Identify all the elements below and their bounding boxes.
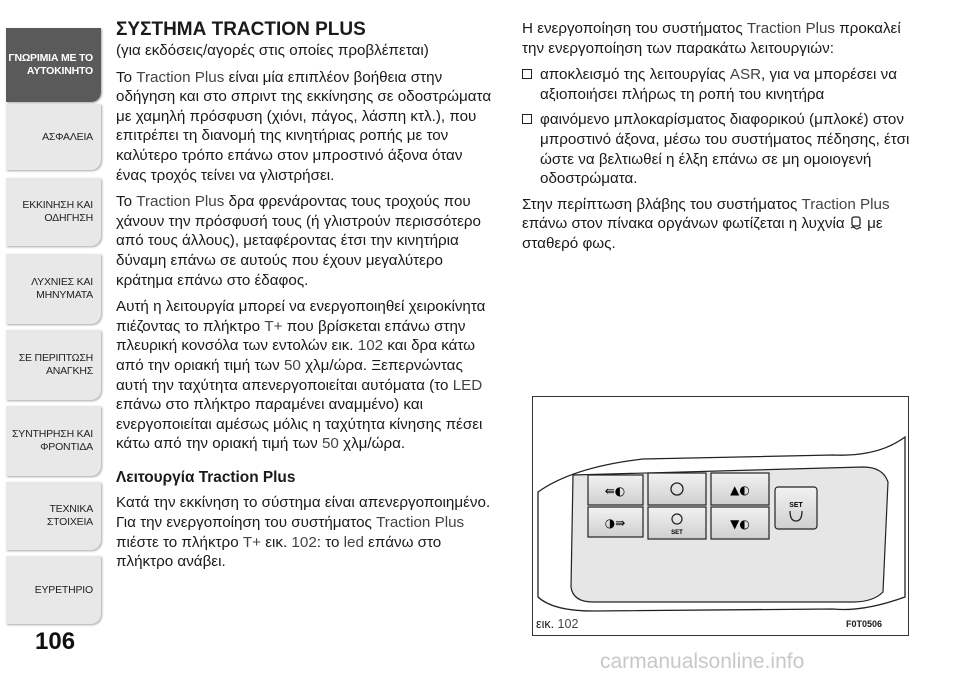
- section-subtitle: (για εκδόσεις/αγορές στις οποίες προβλέπεται): [116, 42, 429, 59]
- list-item: φαινόμενο μπλοκαρίσματος διαφορικού (μπλοκέ) στον μπροστινό άξονα, μέσω του συστήματος πέδησης, έτσι ώστε να βελτιωθεί η έλξη επάνω σε μη ομοιογενή οδοστρώματα.: [522, 110, 910, 188]
- tab-label: ΣΥΝΤΗΡΗΣΗ ΚΑΙ: [12, 428, 93, 440]
- paragraph: Η ενεργοποίηση του συστήματος Traction Plus προκαλεί την ενεργοποίηση των παρακάτω λειτουργιών:: [522, 20, 901, 57]
- svg-text:⇚◐: ⇚◐: [604, 484, 626, 498]
- traction-warning-lamp-icon: [849, 216, 863, 230]
- right-column: [522, 19, 910, 261]
- paragraph: Το Traction Plus είναι μία επιπλέον βοήθεια στην οδήγηση και στο σπριντ της εκκίνησης σε οδοστρώματα με χαμηλή πρόσφυση (χιόνι, πάγος, λάσπη κτλ.), που επιτρέπει τη διανομή της κινητήριας ροπής με τον καλύτερο τρόπο επάνω στον μπροστινό άξονα όταν ένας τροχός τείνει να γλιστρήσει.: [116, 68, 492, 184]
- tab-label: ΛΥΧΝΙΕΣ ΚΑΙ: [31, 276, 93, 288]
- tab-label: ΓΝΩΡΙΜΙΑ ΜΕ ΤΟ: [8, 52, 93, 64]
- tab-label: ΑΣΦΑΛΕΙΑ: [42, 130, 93, 143]
- set-button[interactable]: [775, 487, 817, 529]
- tab-maintenance[interactable]: [6, 406, 101, 476]
- svg-text:▼◐: ▼◐: [730, 517, 750, 531]
- checkbox-bullet-icon: [522, 114, 532, 124]
- figure-code: F0T0506: [846, 619, 883, 629]
- checkbox-bullet-icon: [522, 69, 532, 79]
- headlight-up-button[interactable]: [711, 473, 769, 505]
- headlight-down-button[interactable]: [711, 507, 769, 539]
- svg-text:◑⇛: ◑⇛: [604, 516, 626, 530]
- subheading: Λειτουργία Traction Plus: [116, 468, 296, 486]
- tab-label: ΕΥΡΕΤΗΡΙΟ: [34, 583, 93, 596]
- tab-technical-data[interactable]: [6, 482, 101, 550]
- paragraph: Το Traction Plus δρα φρενάροντας τους τροχούς που χάνουν την πρόσφυσή τους (ή γλιστρούν περισσότερο από τους άλλους), μεταφέροντας έτσι την κινητήρια δύναμη επάνω σε αυτούς που έχουν μεγαλύτερο κράτημα επάνω στο έδαφος.: [116, 193, 481, 289]
- tab-getting-to-know-car[interactable]: [6, 28, 101, 102]
- tab-label: ΤΕΧΝΙΚΑ ΣΤΟΙΧΕΙΑ: [46, 503, 93, 528]
- tab-safety[interactable]: [6, 104, 101, 170]
- figure-caption: εικ. 102: [536, 617, 579, 631]
- figure-102: [532, 396, 909, 636]
- tab-label: ΑΝΑΓΚΗΣ: [45, 365, 93, 377]
- tab-starting-driving[interactable]: [6, 178, 101, 246]
- tab-index[interactable]: [6, 556, 101, 624]
- tab-warning-lights[interactable]: [6, 254, 101, 324]
- chapter-sidebar: [0, 0, 103, 678]
- tab-label: ΣΕ ΠΕΡΙΠΤΩΣΗ: [18, 352, 93, 364]
- section-title: ΣΥΣΤΗΜΑ TRACTION PLUS: [116, 19, 366, 40]
- tab-label: ΜΗΝΥΜΑΤΑ: [36, 289, 93, 301]
- tab-label: ΟΔΗΓΗΣΗ: [44, 212, 93, 224]
- paragraph: Αυτή η λειτουργία μπορεί να ενεργοποιηθεί χειροκίνητα πιέζοντας το πλήκτρο T+ που βρίσκεται επάνω στην πλευρική κονσόλα των εντολών εικ. 102 και δρα κάτω από την οριακή τιμή των 50 χλμ/ώρα. Ξεπερνώντας αυτή την ταχύτητα απενεργοποιείται αυτόματα (το LED επάνω στο πλήκτρο παραμένει αναμμένο) και ενεργοποιείται αμέσως μόλις η ταχύτητα κίνησης πέσει κάτω από την οριακή τιμή των 50 χλμ/ώρα.: [116, 298, 486, 453]
- set-label: SET: [789, 502, 803, 509]
- tab-label: ΕΚΚΙΝΗΣΗ ΚΑΙ: [22, 199, 93, 211]
- left-column: [116, 19, 496, 579]
- switch-panel-illustration: [533, 397, 908, 635]
- tab-label: ΦΡΟΝΤΙΔΑ: [40, 441, 93, 453]
- tab-label: ΑΥΤΟΚΙΝΗΤΟ: [26, 65, 93, 77]
- traction-plus-button[interactable]: [648, 473, 706, 505]
- traction-set-button[interactable]: [648, 507, 706, 539]
- page-number: 106: [35, 628, 76, 655]
- paragraph: Κατά την εκκίνηση το σύστημα είναι απενεργοποιημένο. Για την ενεργοποίηση του συστήματος Traction Plus πιέστε το πλήκτρο T+ εικ. 102: το led επάνω στο πλήκτρο ανάβει.: [116, 494, 491, 571]
- tab-emergency[interactable]: [6, 330, 101, 400]
- set-label: SET: [671, 530, 683, 536]
- list-item: αποκλεισμό της λειτουργίας ASR, για να μπορέσει να αξιοποιήσει πλήρως τη ροπή του κινητήρα: [522, 65, 910, 104]
- watermark: carmanualsonline.info: [600, 650, 805, 673]
- paragraph: Στην περίπτωση βλάβης του συστήματος Traction Plus επάνω στον πίνακα οργάνων φωτίζεται η λυχνία με σταθερό φως.: [522, 195, 890, 252]
- svg-text:▲◐: ▲◐: [730, 483, 750, 497]
- fog-light-button[interactable]: [588, 475, 643, 505]
- rear-fog-light-button[interactable]: [588, 507, 643, 537]
